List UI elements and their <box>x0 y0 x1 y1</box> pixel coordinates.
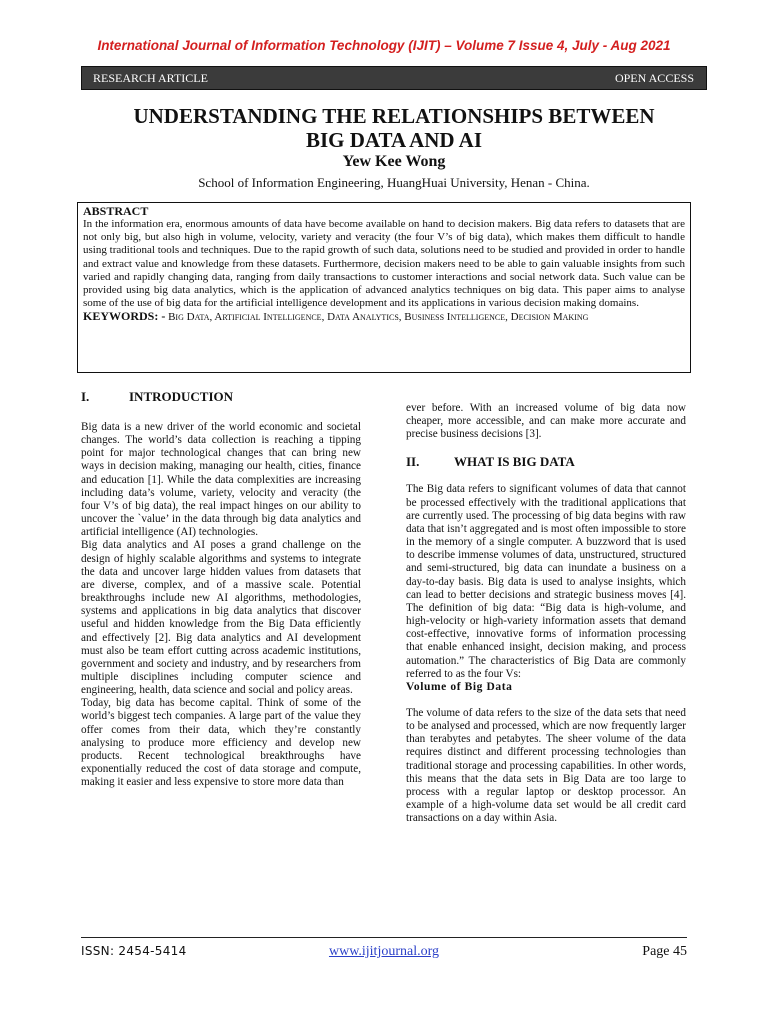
keywords-list: Big Data, Artificial Intelligence, Data Analytics, Business Intelligence, Decision Making <box>168 311 589 324</box>
title-line-2: BIG DATA AND AI <box>305 128 482 152</box>
footer-divider <box>81 937 687 938</box>
paragraph: The Big data refers to significant volumes of data that cannot be processed effectively with the traditional applications that are currently used. The processing of big data begins with raw data that isn’t aggregated and is most often impossible to store in the memory of a single computer. A buzzword that is used to describe immense volumes of data, unstructured, structured and semi-structured, big data can inundate a business on a day-to-day basis. Big data is used to analyse insights, which can lead to better decisions and strategic business moves [4]. The definition of big data: “Big data is high-volume, and high-velocity or high-variety information assets that demand cost-effective, innovative forms of information processing that enable enhanced insight, decision making, and process automation.” The characteristics of Big Data are commonly referred to as the four Vs: <box>406 483 686 680</box>
section-title: WHAT IS BIG DATA <box>454 454 575 470</box>
section-heading-what-is-big-data <box>406 454 686 470</box>
paragraph: Today, big data has become capital. Think of some of the world’s biggest tech companies. A large part of the value they offer comes from their data, which they’re constantly analysing to produce more efficiency and develop new products. Recent technological breakthroughs have exponentially reduced the cost of data storage and compute, making it easier and less expensive to store more data than <box>81 697 361 789</box>
open-access-label: OPEN ACCESS <box>614 71 694 85</box>
journal-website-link[interactable]: www.ijitjournal.org <box>328 944 440 959</box>
keywords <box>83 310 685 324</box>
author-name: Yew Kee Wong <box>342 153 446 170</box>
section-title: INTRODUCTION <box>129 389 234 404</box>
page-number: Page 45 <box>642 944 687 959</box>
paragraph: ever before. With an increased volume of big data now cheaper, more accessible, and can make more accurate and precise business decisions [3]. <box>406 402 686 441</box>
issn: ISSN: 2454-5414 <box>81 944 187 958</box>
abstract-text: In the information era, enormous amounts of data have become available on hand to decision makers. Big data refers to datasets that are not only big, but also high in volume, velocity, variety and veracity (the four V’s of big data), which makes them difficult to handle using traditional tools and techniques. Due to the rapid growth of such data, solutions need to be studied and provided in order to handle and extract value and knowledge from these datasets. Furthermore, decision makers need to be able to gain valuable insights from such varied and rapidly changing data, ranging from daily transactions to customer interactions and social network data. Such value can be provided using big data analytics, which is the application of advanced analytics techniques on big data. This paper aims to analyse some of the use of big data for the artificial intelligence development and its applications in various decision making domains. <box>83 218 685 310</box>
title-line-1: UNDERSTANDING THE RELATIONSHIPS BETWEEN <box>133 104 655 128</box>
journal-header: International Journal of Information Technology (IJIT) – Volume 7 Issue 4, July - Aug 2021 <box>97 38 671 53</box>
right-column <box>406 402 686 825</box>
section-number: I. <box>81 389 90 404</box>
paper-title <box>80 104 708 152</box>
page-footer <box>81 944 687 964</box>
article-type-label: RESEARCH ARTICLE <box>93 71 208 85</box>
paragraph: Big data analytics and AI poses a grand challenge on the design of highly scalable algorithms and systems to integrate the data and uncover large hidden values from datasets that are diverse, complex, and of a massive scale. Potential breakthroughs include new AI algorithms, methodologies, systems and applications in big data analytics that discover useful and hidden knowledge from the Big Data efficiently and effectively [2]. Big data analytics and AI development must also be team effort cutting across academic institutions, government and society and industry, and by researchers from multiple disciplines including computer science and engineering, health, data science and social and policy areas. <box>81 539 361 697</box>
left-column <box>81 389 361 789</box>
keywords-label: KEYWORDS: - <box>83 309 166 324</box>
article-banner <box>81 66 707 90</box>
abstract-box <box>77 202 691 373</box>
paragraph: Big data is a new driver of the world economic and societal changes. The world’s data collection is reaching a tipping point for major technological changes that can bring new ways in decision making, managing our health, cities, finance and education [1]. While the data complexities are increasing including data’s volume, variety, velocity and veracity (the four V’s of big data), the real impact hinges on our ability to uncover the `value’ in the data through big data analytics and artificial intelligence (AI) technologies. <box>81 421 361 539</box>
subsection-heading-volume: Volume of Big Data <box>406 680 513 693</box>
paragraph: The volume of data refers to the size of the data sets that need to be analysed and processed, which are now frequently larger than terabytes and petabytes. The sheer volume of the data requires distinct and different processing technologies than traditional storage and processing capabilities. In other words, this means that the data sets in Big Data are too large to process with a regular laptop or desktop processor. An example of a high-volume data set would be all credit card transactions on a day within Asia. <box>406 706 686 825</box>
section-number: II. <box>406 454 420 470</box>
abstract-heading: ABSTRACT <box>83 204 149 218</box>
author-affiliation: School of Information Engineering, HuangHuai University, Henan - China. <box>198 175 590 190</box>
section-heading-introduction <box>81 389 361 405</box>
